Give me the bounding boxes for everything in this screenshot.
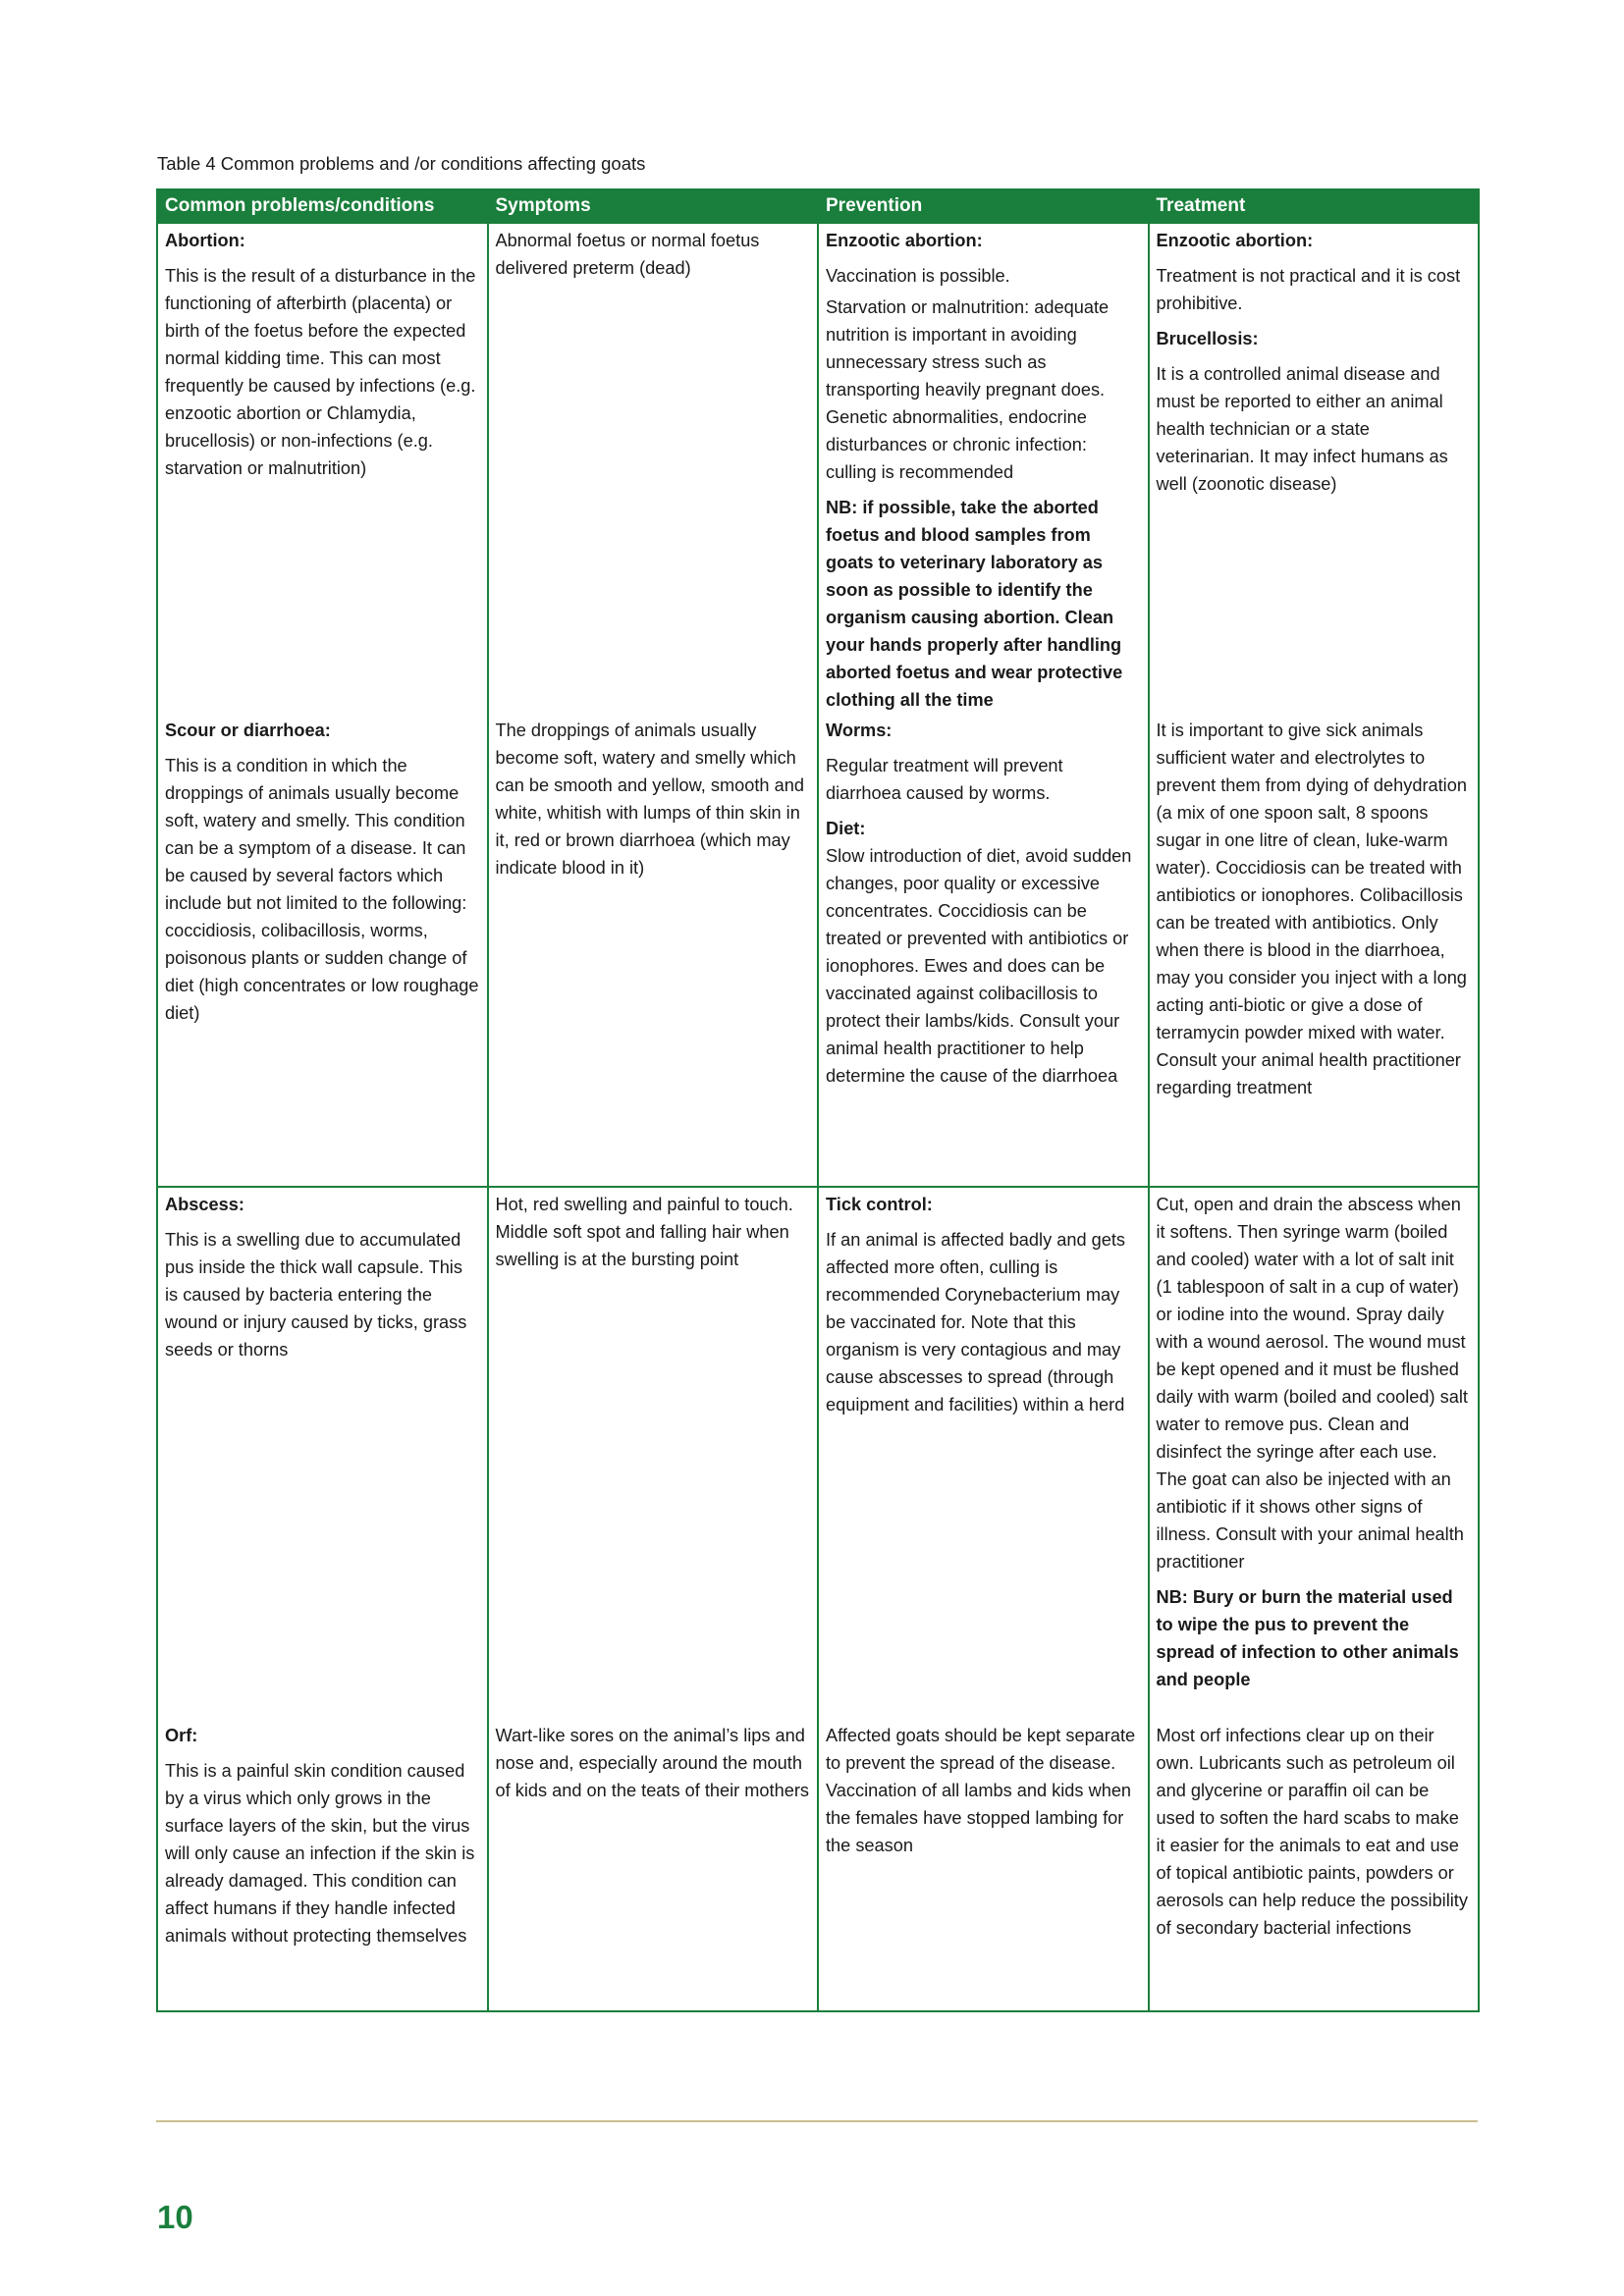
header-treatment: Treatment	[1149, 189, 1480, 223]
prevention-text: Slow introduction of diet, avoid sudden changes, poor quality or excessive concentrates. Coccidiosis can be treated or prevented with antibiotics or ionophores. Ewes and does can be vaccinated against colibacillosis to protect their lambs/kids. Consult your animal health practitioner to help determine the cause of the diarrhoea	[826, 846, 1132, 1086]
condition-text: This is a condition in which the droppings of animals usually become soft, watery and smelly. This condition can be a symptom of a disease. It can be caused by several factors which include but not limited to the following: coccidiosis, colibacillosis, worms, poisonous plants or sudden change of diet (high concentrates or low roughage diet)	[165, 756, 479, 1023]
prevention-cell	[818, 1187, 1149, 1719]
condition-text: This is a swelling due to accumulated pus inside the thick wall capsule. This is caused by bacteria entering the wound or injury caused by ticks, grass seeds or thorns	[165, 1230, 467, 1360]
table-caption: Table 4 Common problems and /or conditions affecting goats	[157, 153, 646, 174]
treatment-title: Enzootic abortion:	[1156, 231, 1314, 250]
treatment-text: Cut, open and drain the abscess when it softens. Then syringe warm (boiled and cooled) water with a lot of salt init (1 tablespoon of salt in a cup of water) or iodine into the wound. Spray daily with a wound aerosol. The wound must be kept opened and it must be flushed daily with warm (boiled and cooled) salt water to remove pus. Clean and disinfect the syringe after each use. The goat can also be injected with an antibiotic if it shows other signs of illness. Consult with your animal health practitioner	[1156, 1195, 1468, 1572]
prevention-cell	[818, 714, 1149, 1187]
table-row	[157, 714, 1479, 1187]
table-row	[157, 223, 1479, 714]
treatment-text: Treatment is not practical and it is cost prohibitive.	[1156, 266, 1461, 313]
prevention-title: Tick control:	[826, 1195, 933, 1214]
condition-title: Abortion:	[165, 231, 245, 250]
symptoms-cell	[488, 1719, 819, 2011]
prevention-title: Diet:	[826, 819, 866, 838]
prevention-text: Vaccination is possible.	[826, 266, 1010, 286]
symptoms-cell	[488, 223, 819, 714]
symptoms-text: Hot, red swelling and painful to touch. Middle soft spot and falling hair when swelling is at the bursting point	[495, 1195, 793, 1269]
prevention-cell	[818, 223, 1149, 714]
treatment-cell	[1149, 1719, 1480, 2011]
footer-rule	[156, 2120, 1478, 2122]
table-row	[157, 1719, 1479, 2011]
goat-problems-table	[156, 188, 1480, 2012]
treatment-text: It is important to give sick animals sufficient water and electrolytes to prevent them from dying of dehydration (a mix of one spoon salt, 8 spoons sugar in one litre of clean, luke-warm water). Coccidiosis can be treated with antibiotics or ionophores. Colibacillosis can be treated with antibiotics. Only when there is blood in the diarrhoea, may you consider you inject with a long acting anti-biotic or give a dose of terramycin powder mixed with water. Consult your animal health practitioner regarding treatment	[1156, 721, 1467, 1097]
condition-title: Orf:	[165, 1726, 198, 1745]
treatment-cell	[1149, 223, 1480, 714]
header-symptoms: Symptoms	[488, 189, 819, 223]
condition-cell	[157, 714, 488, 1187]
header-prevention: Prevention	[818, 189, 1149, 223]
prevention-text: Starvation or malnutrition: adequate nutrition is important in avoiding unnecessary stress such as transporting heavily pregnant does. Genetic abnormalities, endocrine disturbances or chronic infection: culling is recommended	[826, 297, 1110, 482]
condition-title: Abscess:	[165, 1195, 244, 1214]
treatment-text: Most orf infections clear up on their own. Lubricants such as petroleum oil and glycerine or paraffin oil can be used to soften the hard scabs to make it easier for the animals to eat and use of topical antibiotic paints, powders or aerosols can help reduce the possibility of secondary bacterial infections	[1156, 1726, 1468, 1938]
treatment-note: NB: Bury or burn the material used to wipe the pus to prevent the spread of infection to other animals and people	[1156, 1587, 1459, 1689]
condition-cell	[157, 223, 488, 714]
symptoms-text: The droppings of animals usually become soft, watery and smelly which can be smooth and yellow, smooth and white, whitish with lumps of thin skin in it, red or brown diarrhoea (which may indicate blood in it)	[495, 721, 804, 878]
prevention-title: Enzootic abortion:	[826, 231, 983, 250]
prevention-title: Worms:	[826, 721, 893, 740]
header-conditions: Common problems/conditions	[157, 189, 488, 223]
condition-cell	[157, 1187, 488, 1719]
table-header-row	[157, 189, 1479, 223]
treatment-text: It is a controlled animal disease and must be reported to either an animal health technician or a state veterinarian. It may infect humans as well (zoonotic disease)	[1156, 364, 1448, 494]
prevention-cell	[818, 1719, 1149, 2011]
table-row	[157, 1187, 1479, 1719]
treatment-cell	[1149, 714, 1480, 1187]
condition-title: Scour or diarrhoea:	[165, 721, 331, 740]
symptoms-cell	[488, 714, 819, 1187]
prevention-text: If an animal is affected badly and gets affected more often, culling is recommended Corynebacterium may be vaccinated for. Note that this organism is very contagious and may cause abscesses to spread (through equipment and facilities) within a herd	[826, 1230, 1126, 1415]
page-number: 10	[157, 2199, 193, 2235]
condition-cell	[157, 1719, 488, 2011]
symptoms-cell	[488, 1187, 819, 1719]
prevention-text: Regular treatment will prevent diarrhoea caused by worms.	[826, 756, 1063, 803]
condition-text: This is the result of a disturbance in the functioning of afterbirth (placenta) or birth of the foetus before the expected normal kidding time. This can most frequently be caused by infections (e.g. enzootic abortion or Chlamydia, brucellosis) or non-infections (e.g. starvation or malnutrition)	[165, 266, 476, 478]
symptoms-text: Wart-like sores on the animal’s lips and nose and, especially around the mouth of kids and on the teats of their mothers	[495, 1726, 809, 1800]
symptoms-text: Abnormal foetus or normal foetus delivered preterm (dead)	[495, 231, 760, 278]
prevention-note: NB: if possible, take the aborted foetus and blood samples from goats to veterinary laboratory as soon as possible to identify the organism causing abortion. Clean your hands properly after handling aborted foetus and wear protective clothing all the time	[826, 498, 1123, 710]
treatment-title: Brucellosis:	[1156, 329, 1259, 348]
condition-text: This is a painful skin condition caused by a virus which only grows in the surface layers of the skin, but the virus will only cause an infection if the skin is already damaged. This condition can affect humans if they handle infected animals without protecting themselves	[165, 1761, 475, 1946]
prevention-text: Affected goats should be kept separate to prevent the spread of the disease. Vaccination of all lambs and kids when the females have stopped lambing for the season	[826, 1726, 1136, 1855]
treatment-cell	[1149, 1187, 1480, 1719]
